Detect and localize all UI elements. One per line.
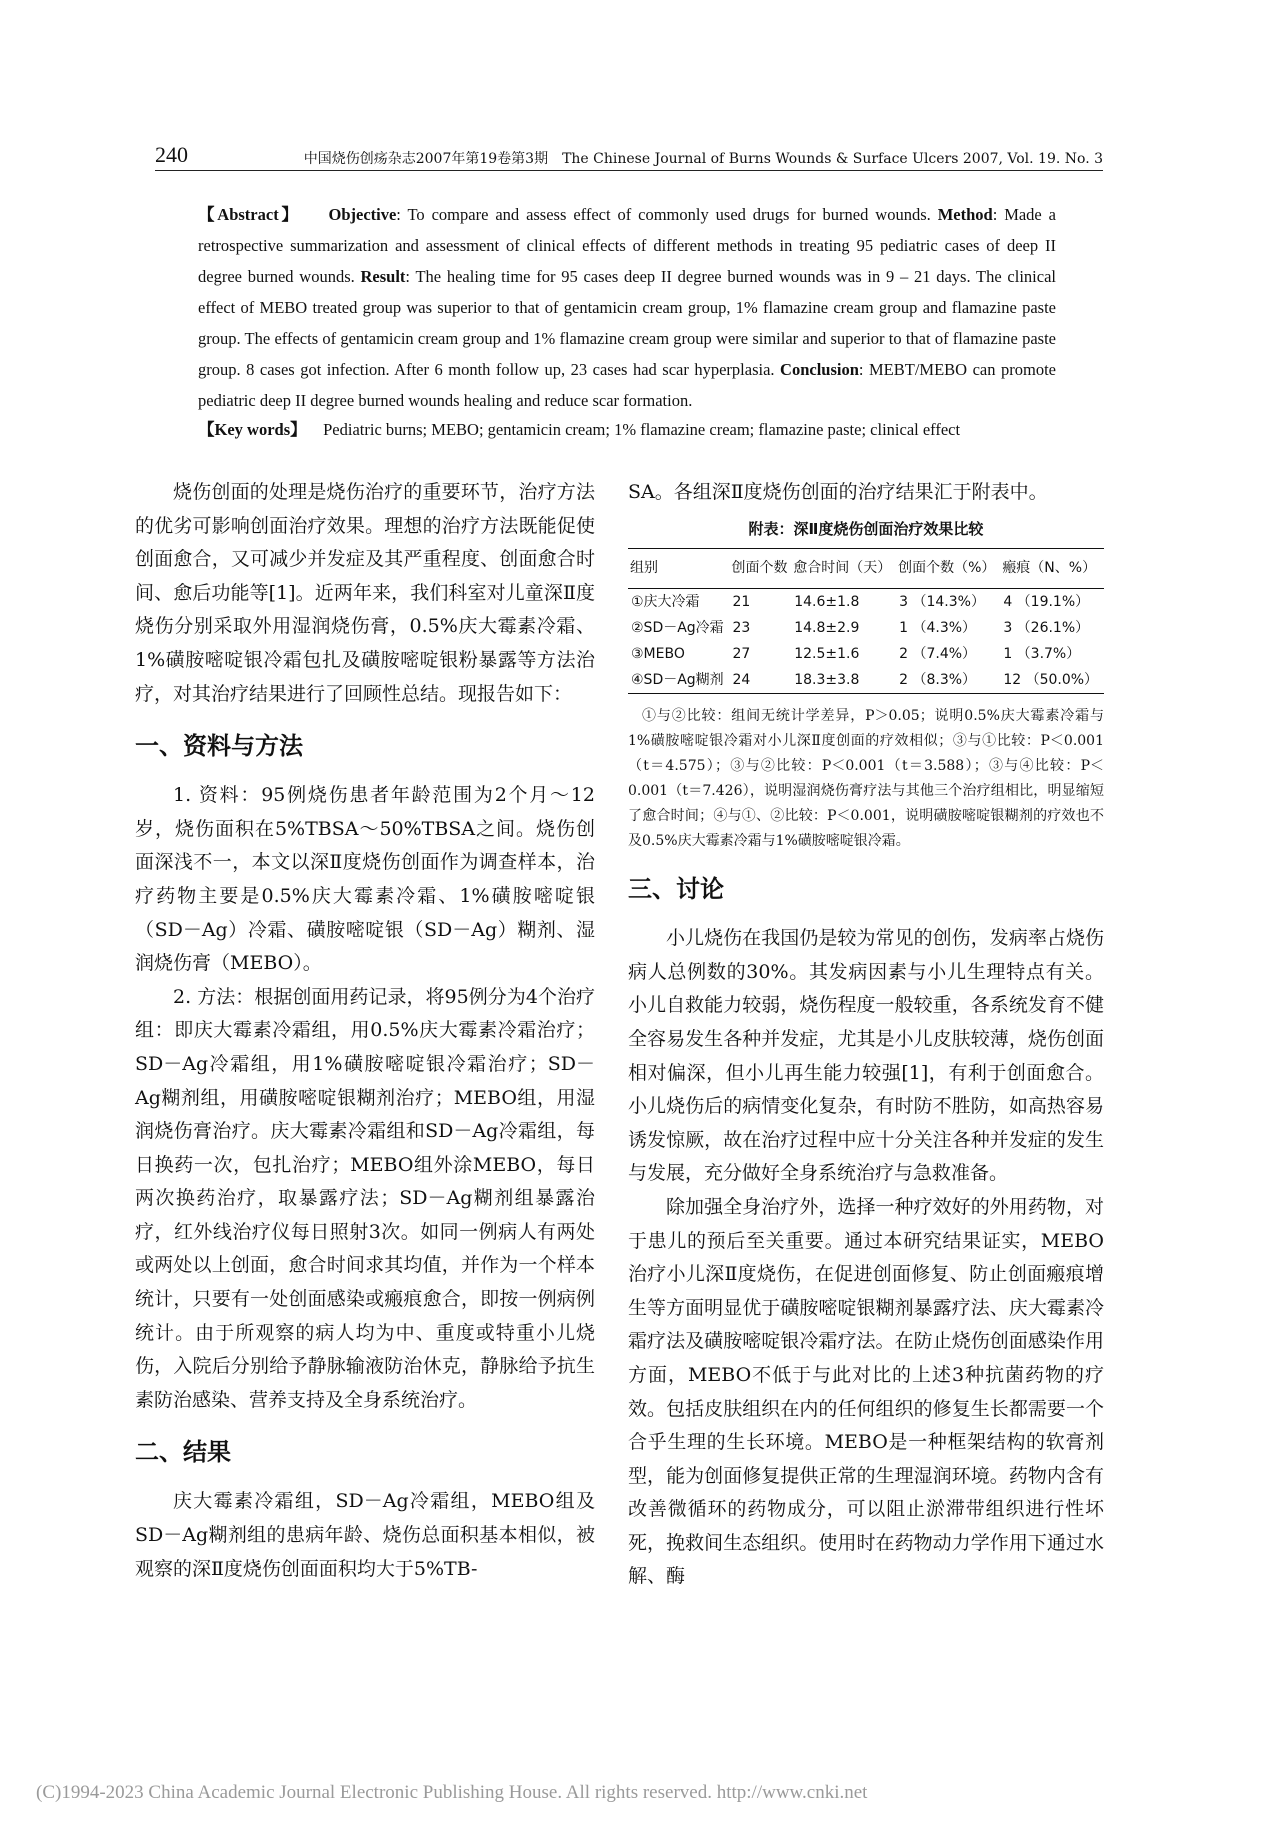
table-header-cell: 瘢痕（N、%）	[1000, 548, 1104, 589]
table-cell: 18.3±3.8	[791, 667, 896, 694]
table-cell: 4 （19.1%）	[1003, 594, 1090, 611]
table-cell: 12 （50.0%）	[1000, 667, 1104, 694]
table-cell: 21	[732, 594, 751, 611]
discussion-paragraph-1: 小儿烧伤在我国仍是较为常见的创伤，发病率占烧伤病人总例数的30%。其发病因素与小儿生理特点有关。小儿自救能力较弱，烧伤程度一般较重，各系统发育不健全容易发生各种并发症，尤其是小儿皮肤较薄，烧伤创面相对偏深，但小儿再生能力较强[1]，有利于创面愈合。小儿烧伤后的病情变化复杂，有时防不胜防，如高热容易诱发惊厥，故在治疗过程中应十分关注各种并发症的发生与发展，充分做好全身系统治疗与急救准备。	[628, 927, 1104, 1185]
table-caption: 附表：深Ⅱ度烧伤创面治疗效果比较	[748, 519, 984, 538]
table-cell: ②SD－Ag冷霜	[631, 620, 724, 637]
result-label: Result	[360, 267, 406, 286]
method-text: : Made a retrospective summarization and assessment of clinical effects of different methods in treating 95 pediatric cases of deep II degree burned wounds.	[198, 205, 1057, 286]
table-row	[628, 589, 1104, 616]
table-cell: 2 （7.4%）	[899, 646, 977, 663]
table-cell: 12.5±1.6	[794, 646, 860, 663]
abstract-label: 【Abstract】	[198, 205, 301, 224]
table-cell: ①庆大冷霜	[631, 594, 700, 611]
table-cell: 23	[732, 620, 751, 637]
keywords	[198, 416, 1068, 440]
table-header-cell: 创面个数	[730, 548, 792, 589]
table-cell: 14.8±2.9	[794, 620, 860, 637]
table-cell: 1 （3.7%）	[1003, 646, 1081, 663]
running-title: 中国烧伤创疡杂志2007年第19卷第3期 The Chinese Journal of Burns Wounds & Surface Ulcers 2007, Vol. 19. No. 3	[303, 151, 1103, 167]
materials-paragraph: 1. 资料：95例烧伤患者年龄范围为2个月～12岁，烧伤面积在5%TBSA～50%TBSA之间。烧伤创面深浅不一，本文以深Ⅱ度烧伤创面作为调查样本，治疗药物主要是0.5%庆大霉素冷霜、1%磺胺嘧啶银（SD－Ag）冷霜、磺胺嘧啶银（SD－Ag）糊剂、湿润烧伤膏（MEBO）。	[135, 784, 595, 975]
left-column	[135, 476, 595, 1586]
table-cell: 3 （14.3%）	[899, 594, 985, 611]
discussion-paragraph-2: 除加强全身治疗外，选择一种疗效好的外用药物，对于患儿的预后至关重要。通过本研究结果证实，MEBO治疗小儿深Ⅱ度烧伤，在促进创面修复、防止创面瘢痕增生等方面明显优于磺胺嘧啶银糊剂暴露疗法、庆大霉素冷霜疗法及磺胺嘧啶银冷霜疗法。在防止烧伤创面感染作用方面，MEBO不低于与此对比的上述3种抗菌药物的疗效。包括皮肤组织在内的任何组织的修复生长都需要一个合乎生理的生长环境。MEBO是一种框架结构的软膏剂型，能为创面修复提供正常的生理湿润环境。药物内含有改善微循环的药物成分，可以阻止淤滞带组织进行性坏死，挽救间生态组织。使用时在药物动力学作用下通过水解、酶	[628, 1195, 1104, 1588]
keywords-label: 【Key words】	[198, 420, 307, 439]
abstract	[198, 199, 1056, 416]
page-header	[155, 142, 1103, 171]
table-header-row	[628, 548, 1104, 589]
results-paragraph: 庆大霉素冷霜组，SD－Ag冷霜组，MEBO组及SD－Ag糊剂组的患病年龄、烧伤总面积基本相似，被观察的深Ⅱ度烧伤创面面积均大于5%TB-	[135, 1490, 595, 1580]
right-column	[628, 476, 1104, 1594]
table-cell: ③MEBO	[631, 646, 685, 663]
page-number: 240	[155, 142, 188, 167]
objective-text: : To compare and assess effect of commonly used drugs for burned wounds.	[396, 205, 938, 224]
results-table	[628, 548, 1104, 695]
table-note: ①与②比较：组间无统计学差异，P＞0.05；说明0.5%庆大霉素冷霜与1%磺胺嘧啶银冷霜对小儿深Ⅱ度创面的疗效相似；③与①比较：P＜0.001（t＝4.575）；③与②比较：P＜0.001（t＝3.588）；③与④比较：P＜0.001（t＝7.426），说明湿润烧伤膏疗法与其他三个治疗组相比，明显缩短了愈合时间；④与①、②比较：P＜0.001，说明磺胺嘧啶银糊剂的疗效也不及0.5%庆大霉素冷霜与1%磺胺嘧啶银冷霜。	[628, 708, 1104, 850]
table-cell: 3 （26.1%）	[1003, 620, 1090, 637]
table-cell: 27	[732, 646, 751, 663]
table-header-cell: 创面个数（%）	[896, 548, 1000, 589]
section-heading-results: 二、结果	[135, 1438, 231, 1467]
intro-paragraph: 烧伤创面的处理是烧伤治疗的重要环节，治疗方法的优劣可影响创面治疗效果。理想的治疗方法既能促使创面愈合，又可减少并发症及其严重程度、创面愈合时间、愈后功能等[1]。近两年来，我们科室对儿童深Ⅱ度烧伤分别采取外用湿润烧伤膏，0.5%庆大霉素冷霜、1%磺胺嘧啶银冷霜包扎及磺胺嘧啶银粉暴露等方法治疗，对其治疗结果进行了回顾性总结。现报告如下：	[135, 481, 595, 705]
table-row	[628, 667, 1104, 694]
keywords-text: Pediatric burns; MEBO; gentamicin cream; 1% flamazine cream; flamazine paste; clinical effect	[323, 420, 961, 439]
objective-label: Objective	[328, 205, 397, 224]
table-cell: 14.6±1.8	[794, 594, 860, 611]
results-continued: SA。各组深Ⅱ度烧伤创面的治疗结果汇于附表中。	[628, 481, 1048, 503]
section-heading-discussion: 三、讨论	[628, 875, 724, 904]
table-header-cell: 组别	[628, 548, 730, 589]
table-cell: 1 （4.3%）	[899, 620, 977, 637]
method-label: Method	[937, 205, 993, 224]
table-cell: 24	[730, 667, 792, 694]
conclusion-label: Conclusion	[780, 360, 859, 379]
table-cell: 2 （8.3%）	[896, 667, 1000, 694]
copyright-footer: (C)1994-2023 China Academic Journal Electronic Publishing House. All rights reserved. http://www.cnki.net	[36, 1782, 868, 1803]
conclusion-text: : MEBT/MEBO can promote pediatric deep II degree burned wounds healing and reduce scar formation.	[198, 360, 1056, 410]
methods-paragraph: 2. 方法：根据创面用药记录，将95例分为4个治疗组：即庆大霉素冷霜组，用0.5%庆大霉素冷霜治疗；SD－Ag冷霜组，用1%磺胺嘧啶银冷霜治疗；SD－Ag糊剂组，用磺胺嘧啶银糊剂治疗；MEBO组，用湿润烧伤膏治疗。庆大霉素冷霜组和SD－Ag冷霜组，每日换药一次，包扎治疗；MEBO组外涂MEBO，每日两次换药治疗，取暴露疗法；SD－Ag糊剂组暴露治疗，红外线治疗仪每日照射3次。如同一例病人有两处或两处以上创面，愈合时间求其均值，并作为一个样本统计，只要有一处创面感染或瘢痕愈合，即按一例病例统计。由于所观察的病人均为中、重度或特重小儿烧伤，入院后分别给予静脉输液防治休克，静脉给予抗生素防治感染、营养支持及全身系统治疗。	[135, 985, 595, 1411]
table-row	[628, 615, 1104, 641]
table-header-cell: 愈合时间（天）	[791, 548, 896, 589]
section-heading-methods: 一、资料与方法	[135, 732, 303, 761]
table-row	[628, 641, 1104, 667]
result-text: : The healing time for 95 cases deep II degree burned wounds was in 9 – 21 days. The clinical effect of MEBO treated group was superior to that of gentamicin cream group, 1% flamazine cream group and flamazine paste group. The effects of gentamicin cream group and 1% flamazine cream group were similar and superior to that of flamazine paste group. 8 cases got infection. After 6 month follow up, 23 cases had scar hyperplasia.	[198, 267, 1056, 379]
table-cell: ④SD－Ag糊剂	[628, 667, 730, 694]
